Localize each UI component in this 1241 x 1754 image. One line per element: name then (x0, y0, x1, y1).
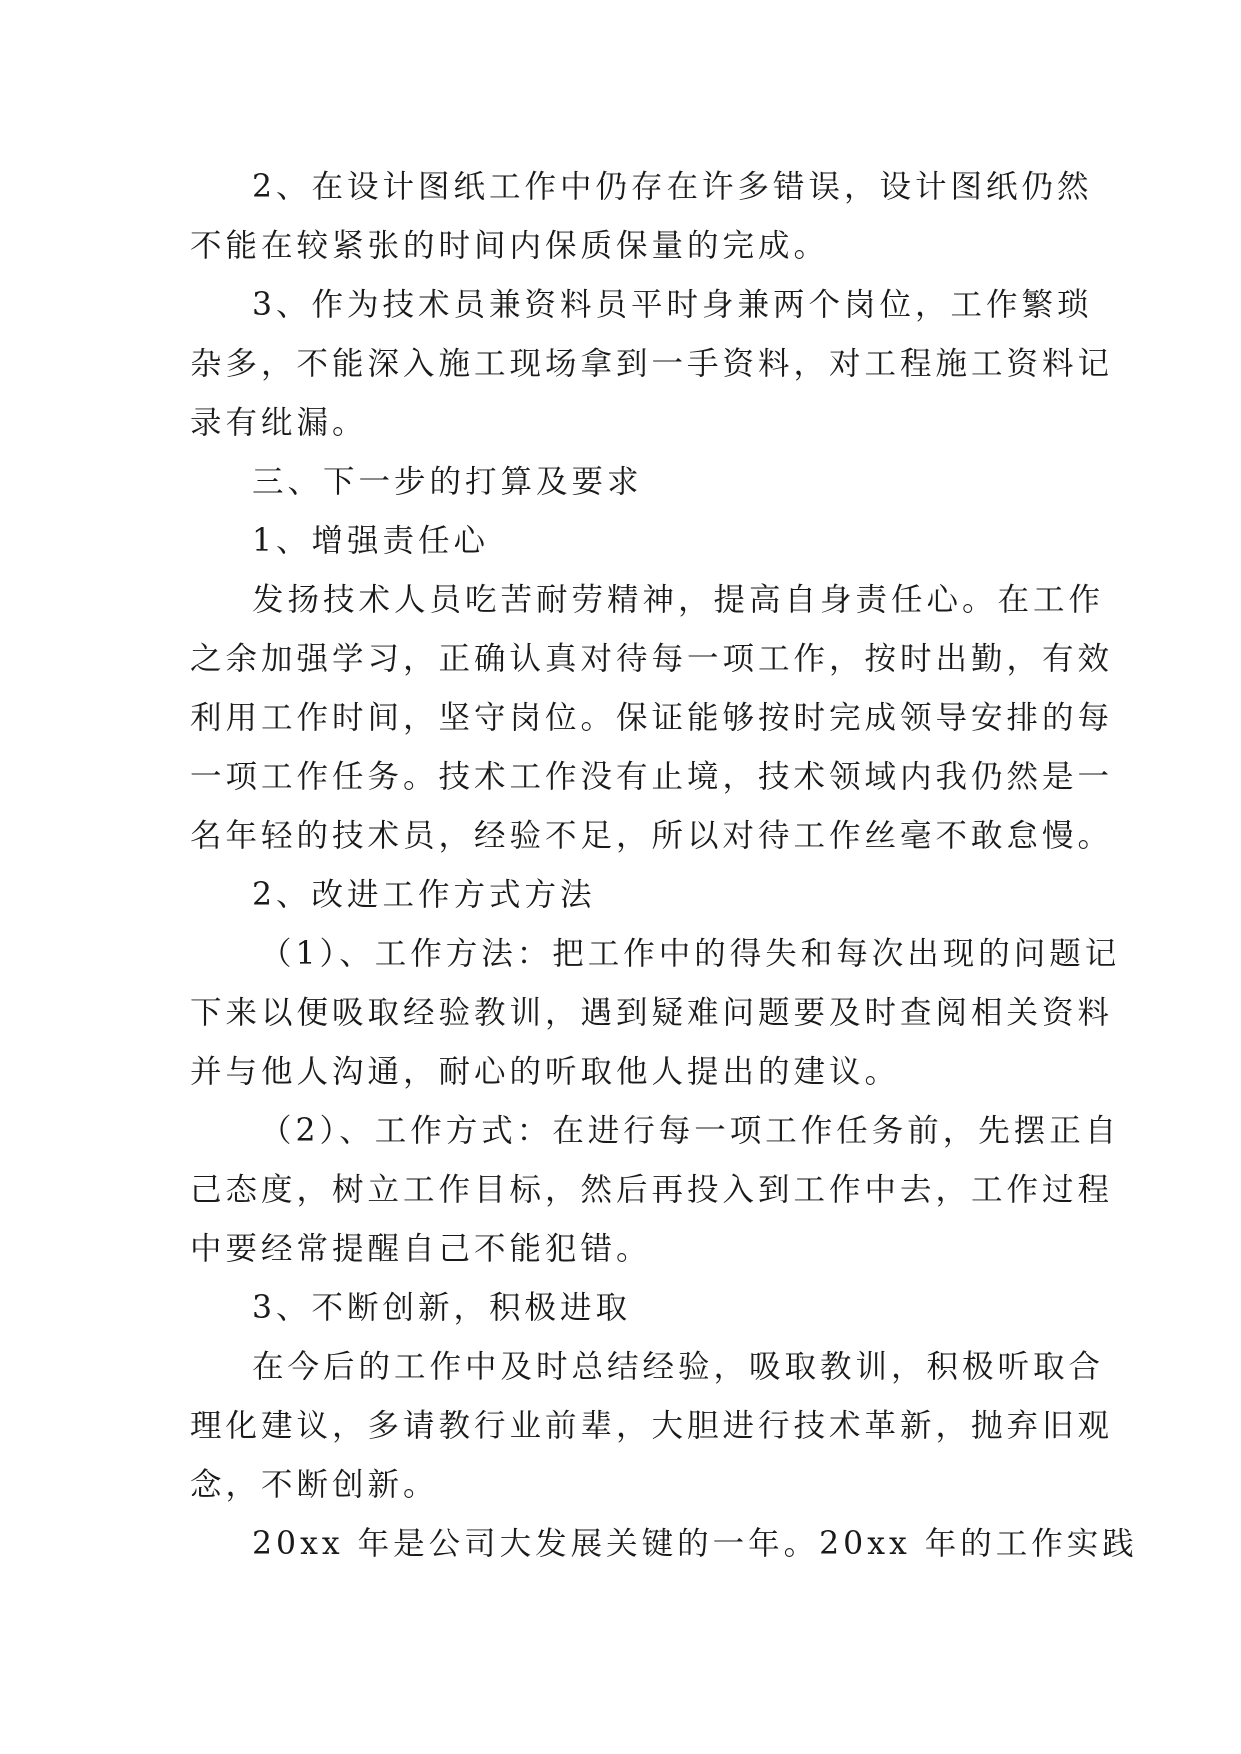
section-heading: 三、下一步的打算及要求 (252, 464, 643, 500)
paragraph-line: 中要经常提醒自己不能犯错。 (190, 1231, 652, 1267)
document-body (190, 158, 1138, 1574)
paragraph-line: （1）、工作方法：把工作中的得失和每次出现的问题记 (260, 936, 1121, 972)
subsection-heading: 2、改进工作方式方法 (252, 877, 596, 913)
paragraph-line: 2、在设计图纸工作中仍存在许多错误，设计图纸仍然 (252, 169, 1093, 205)
paragraph-line: 不能在较紧张的时间内保质保量的完成。 (190, 228, 830, 264)
paragraph-line: 己态度，树立工作目标，然后再投入到工作中去，工作过程 (190, 1172, 1114, 1208)
paragraph-line: 理化建议，多请教行业前辈，大胆进行技术革新，抛弃旧观 (190, 1408, 1114, 1444)
paragraph-line: （2）、工作方式：在进行每一项工作任务前，先摆正自 (260, 1113, 1121, 1149)
paragraph-line: 在今后的工作中及时总结经验，吸取教训，积极听取合 (252, 1349, 1105, 1385)
paragraph-line: 一项工作任务。技术工作没有止境，技术领域内我仍然是一 (190, 759, 1114, 795)
paragraph-line: 名年轻的技术员，经验不足，所以对待工作丝毫不敢怠慢。 (190, 818, 1114, 854)
paragraph-line: 录有纰漏。 (190, 405, 368, 441)
paragraph-line: 20xx 年是公司大发展关键的一年。20xx 年的工作实践 (252, 1526, 1138, 1562)
paragraph-line: 之余加强学习，正确认真对待每一项工作，按时出勤，有效 (190, 641, 1114, 677)
subsection-heading: 1、增强责任心 (252, 523, 490, 559)
paragraph-line: 利用工作时间，坚守岗位。保证能够按时完成领导安排的每 (190, 700, 1114, 736)
paragraph-line: 杂多，不能深入施工现场拿到一手资料，对工程施工资料记 (190, 346, 1114, 382)
paragraph-line: 发扬技术人员吃苦耐劳精神，提高自身责任心。在工作 (252, 582, 1105, 618)
paragraph-line: 念，不断创新。 (190, 1467, 439, 1503)
subsection-heading: 3、不断创新，积极进取 (252, 1290, 632, 1326)
paragraph-line: 下来以便吸取经验教训，遇到疑难问题要及时查阅相关资料 (190, 995, 1114, 1031)
paragraph-line: 并与他人沟通，耐心的听取他人提出的建议。 (190, 1054, 901, 1090)
paragraph-line: 3、作为技术员兼资料员平时身兼两个岗位，工作繁琐 (252, 287, 1093, 323)
